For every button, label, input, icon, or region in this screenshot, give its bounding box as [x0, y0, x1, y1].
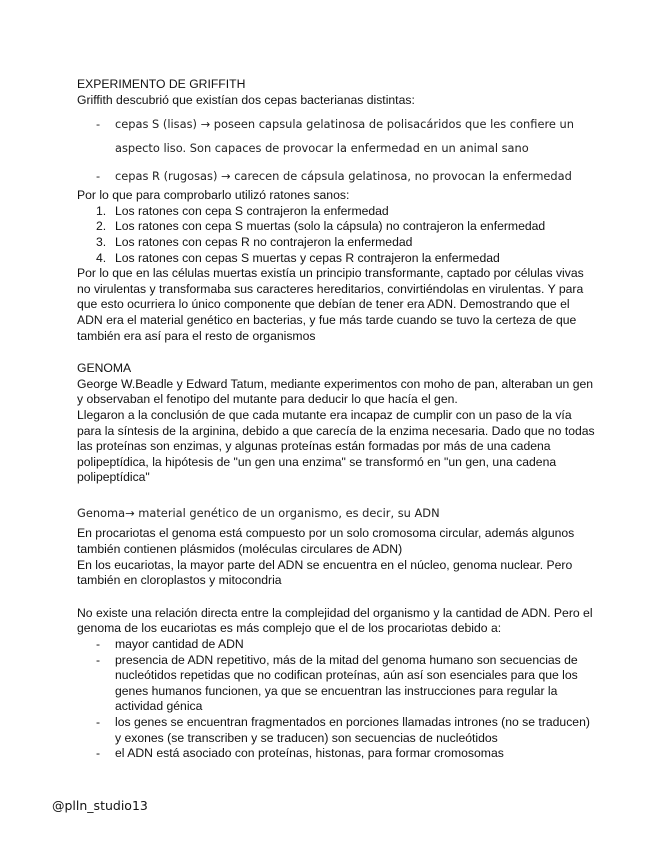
list-item: - cepas S (lisas) → poseen capsula gelatinosa de polisacáridos que les confiere un aspecto liso. Son capaces de provocar la enfermedad en un animal sano [77, 112, 597, 160]
complexity-intro: No existe una relación directa entre la complejidad del organismo y la cantidad de ADN. Pero el genoma de los eucariotas es más complejo que el de los procariotas debido a: [77, 605, 593, 636]
watermark: @plln_studio13 [52, 798, 148, 813]
prokaryote-genome-paragraph: En procariotas el genoma está compuesto por un solo cromosoma circular, además algunos también contienen plásmidos (moléculas circulares de ADN) [77, 526, 575, 557]
experiment-steps [77, 204, 597, 266]
list-item: - los genes se encuentran fragmentados en porciones llamadas intrones (no se traducen) y exones (se transcriben y se traducen) son secuencias de nucleótidos [77, 715, 597, 746]
list-item: 3. Los ratones con cepas R no contrajeron la enfermedad [96, 234, 413, 249]
list-item: - el ADN está asociado con proteínas, histonas, para formar cromosomas [77, 746, 597, 762]
section-title-griffith: EXPERIMENTO DE GRIFFITH [77, 77, 246, 91]
griffith-conclusion: Por lo que en las células muertas existía un principio transformante, captado por células vivas no virulentas y transformaba sus caracteres hereditarios, convirtiéndolas en virulentas. Y para que esto ocurriera lo único componente que debían de tener era ADN. Demostrando que el ADN era el material genético en bacterias, y fue más tarde cuando se tuvo la certeza de que también era así para el resto de organismos [77, 266, 584, 343]
strain-list [77, 112, 597, 188]
section-title-genoma: GENOMA [77, 361, 132, 376]
method-intro: Por lo que para comprobarlo utilizó ratones sanos: [77, 188, 350, 203]
complexity-list [77, 637, 597, 762]
document-body [77, 77, 597, 762]
list-item: - mayor cantidad de ADN [77, 637, 597, 653]
genoma-definition-heading: Genoma→ material genético de un organismo, es decir, su ADN [77, 505, 440, 520]
list-item: 2. Los ratones con cepa S muertas (solo la cápsula) no contrajeron la enfermedad [96, 219, 546, 234]
eukaryote-genome-paragraph: En los eucariotas, la mayor parte del ADN se encuentra en el núcleo, genoma nuclear. Pero también en cloroplastos y mitocondria [77, 557, 573, 588]
genoma-paragraph-conclusion: Llegaron a la conclusión de que cada mutante era incapaz de cumplir con un paso de la vía para la síntesis de la arginina, debido a que carecía de la enzima necesaria. Dado que no todas las proteínas son enzimas, y algunas proteínas están formadas por más de una cadena polipeptídica, la hipótesis de "un gen una enzima" se transformó en "un gen, una cadena polipeptídica" [77, 407, 595, 485]
griffith-intro: Griffith descubrió que existían dos cepas bacterianas distintas: [77, 92, 415, 107]
list-item: 1. Los ratones con cepa S contrajeron la enfermedad [96, 203, 389, 218]
genoma-paragraph-beadle: George W.Beadle y Edward Tatum, mediante experimentos con moho de pan, alteraban un gen y observaban el fenotipo del mutante para deducir lo que hacía el gen. [77, 376, 594, 407]
list-item: - presencia de ADN repetitivo, más de la mitad del genoma humano son secuencias de nucleótidos repetidas que no codifican proteínas, aún así son esenciales para que los genes humanos funcionen, ya que se encuentran las instrucciones para regular la actividad génica [77, 653, 597, 715]
list-item: 4. Los ratones con cepas S muertas y cepas R contrajeron la enfermedad [96, 250, 500, 265]
list-item: - cepas R (rugosas) → carecen de cápsula gelatinosa, no provocan la enfermedad [77, 164, 597, 188]
